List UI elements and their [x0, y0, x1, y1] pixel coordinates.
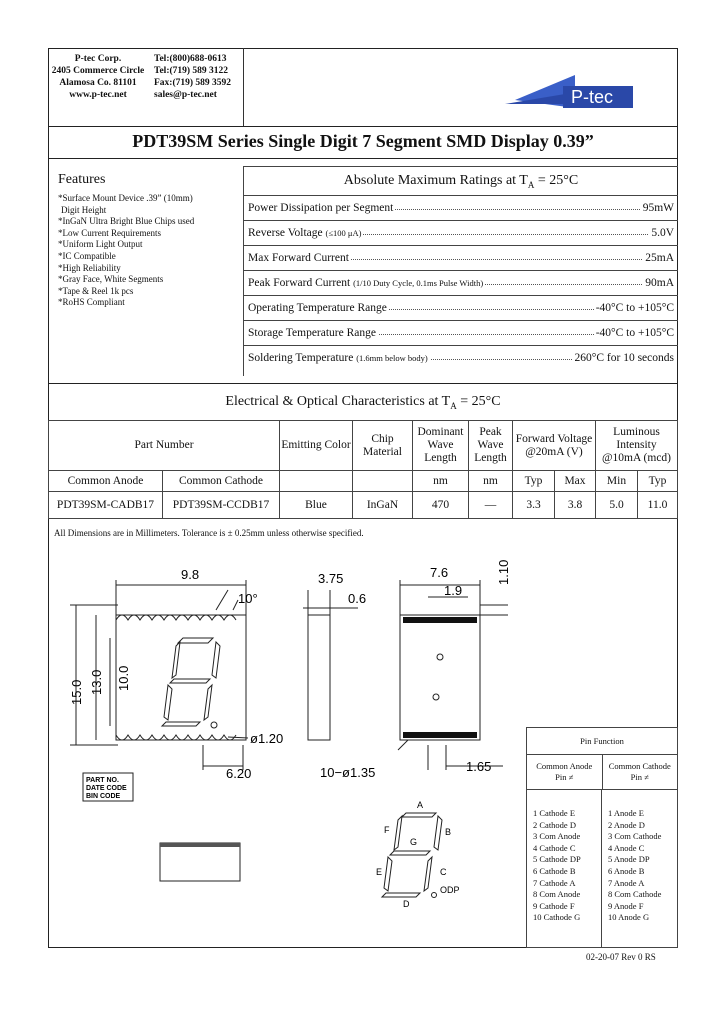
seg-label-b: B	[445, 827, 452, 837]
val-vmax: 3.8	[554, 491, 596, 519]
val-cc-part: PDT39SM-CCDB17	[162, 491, 280, 519]
h-common-anode: Common Anode	[48, 470, 163, 492]
val-peak: —	[468, 491, 513, 519]
features-list	[58, 193, 240, 309]
abs-row-soldering: Soldering Temperature (1.6mm below body) 260°C for 10 seconds	[248, 352, 674, 364]
company-email: sales@p-tec.net	[154, 90, 217, 100]
h-common-cathode: Common Cathode	[162, 470, 280, 492]
h-forward-voltage: Forward Voltage @20mA (V)	[512, 420, 596, 471]
val-dom: 470	[412, 491, 469, 519]
feature-item: *Surface Mount Device .39” (10mm)	[58, 193, 193, 203]
h-chip-material: Chip Material	[352, 420, 413, 471]
dim-1-10: 1.10	[496, 559, 511, 585]
company-name: P-tec Corp.	[74, 54, 122, 64]
seg-label-c: C	[440, 867, 447, 877]
u-dom: nm	[412, 470, 469, 492]
company-street: 2405 Commerce Circle	[51, 66, 145, 76]
dim-0-6: 0.6	[348, 591, 367, 606]
u-peak: nm	[468, 470, 513, 492]
u-max: Max	[554, 470, 596, 492]
company-info-left	[50, 53, 146, 101]
label-date-code: DATE CODE	[86, 785, 127, 792]
pin-header-row	[527, 755, 677, 790]
dim-10deg: 10°	[238, 591, 258, 606]
feature-item: *Uniform Light Output	[58, 239, 143, 250]
dim-15-0: 15.0	[69, 679, 84, 705]
company-tel1: Tel:(800)688-0613	[154, 54, 227, 64]
feature-item: *InGaN Ultra Bright Blue Chips used	[58, 216, 195, 227]
label-part-no: PART NO.	[86, 777, 119, 784]
abs-row-operating-temp: Operating Temperature Range -40°C to +105°C	[244, 296, 678, 321]
ptec-logo	[505, 70, 655, 116]
feature-item: *Gray Face, White Segments	[58, 274, 164, 285]
h-dominant-wave: Dominant Wave Length	[412, 420, 469, 471]
val-color: Blue	[279, 491, 353, 519]
dimensions-note: All Dimensions are in Millimeters. Tolerance is ± 0.25mm unless otherwise specified.	[54, 528, 364, 538]
feature-item: *Low Current Requirements	[58, 227, 161, 238]
seg-label-d: D	[403, 899, 410, 909]
company-tel2: Tel:(719) 589 3122	[154, 66, 229, 76]
label-bin-code: BIN CODE	[86, 793, 121, 800]
company-city: Alamosa Co. 81101	[59, 78, 137, 88]
abs-row-max-forward: Max Forward Current 25mA	[244, 246, 678, 271]
dim-7-6: 7.6	[430, 565, 449, 580]
h-part-number: Part Number	[48, 420, 280, 471]
page-title: PDT39SM Series Single Digit 7 Segment SMD Display 0.39”	[132, 131, 594, 151]
title-bottom-line	[48, 158, 678, 159]
logo-text: P-tec	[571, 87, 614, 107]
val-chip: InGaN	[352, 491, 413, 519]
footer-revision: 02-20-07 Rev 0 RS	[586, 952, 656, 962]
val-lmin: 5.0	[595, 491, 638, 519]
abs-row-peak-forward: Peak Forward Current (1/10 Duty Cycle, 0.1ms Pulse Width) 90mA	[244, 271, 678, 296]
features-heading: Features	[58, 172, 106, 187]
abs-row-power: Power Dissipation per Segment 95mW	[244, 196, 678, 221]
pin-h-pin1: Pin ≠	[555, 772, 574, 782]
pin-function-table	[526, 727, 678, 948]
elec-heading: Electrical & Optical Characteristics at $T_A = 25^\circ C$	[225, 394, 501, 411]
feature-item: *Tape & Reel 1k pcs	[58, 285, 134, 296]
feature-item: *IC Compatible	[58, 250, 116, 261]
feature-item: Digit Height	[61, 204, 107, 215]
dim-1-9: 1.9	[444, 583, 463, 598]
u-typ: Typ	[512, 470, 555, 492]
seg-label-e: E	[376, 867, 383, 877]
abs-max-heading: Absolute Maximum Ratings at $T_A = 25^\circ C$	[244, 166, 678, 196]
dim-6-20: 6.20	[226, 766, 252, 781]
pin-h-ca: Common Anode	[536, 761, 593, 771]
company-info-right	[146, 53, 250, 101]
h-luminous-intensity: Luminous Intensity @10mA (mcd)	[595, 420, 678, 471]
company-fax: Fax:(719) 589 3592	[154, 78, 232, 88]
pin-cc-list: 1 Anode E 2 Anode D 3 Com Cathode 4 Anode C 5 Anode DP 6 Anode B 7 Anode A 8 Com Cathode 9 Anode F 10 Anode G	[608, 808, 662, 923]
seg-label-g: G	[410, 837, 418, 847]
u-typ2: Typ	[637, 470, 678, 492]
abs-row-storage-temp: Storage Temperature Range -40°C to +105°C	[244, 321, 678, 346]
pin-h-cc: Common Cathode	[608, 761, 671, 771]
pin-heading: Pin Function	[527, 728, 677, 755]
seg-label-dp: ODP	[440, 885, 460, 895]
val-ltyp: 11.0	[637, 491, 678, 519]
abs-row-reverse-voltage: Reverse Voltage (≤100 μA) 5.0V	[244, 221, 678, 246]
dim-1-35: 10−ø1.35	[320, 765, 376, 780]
dim-1-65: 1.65	[466, 759, 492, 774]
dim-9-8: 9.8	[181, 567, 200, 582]
seg-label-f: F	[384, 825, 390, 835]
h-blank	[279, 470, 353, 492]
feature-item: *High Reliability	[58, 262, 121, 273]
header-bottom-line	[48, 126, 678, 127]
dim-13-0: 13.0	[89, 669, 104, 695]
pin-h-pin2: Pin ≠	[630, 772, 649, 782]
seg-label-a: A	[417, 800, 424, 810]
dim-10-0: 10.0	[116, 665, 131, 691]
h-blank	[352, 470, 413, 492]
pin-body	[527, 790, 677, 948]
header-divider	[243, 48, 244, 126]
feature-item: *RoHS Compliant	[58, 297, 125, 308]
h-emitting-color: Emitting Color	[279, 420, 353, 471]
u-min: Min	[595, 470, 638, 492]
h-peak-wave: Peak Wave Length	[468, 420, 513, 471]
val-ca-part: PDT39SM-CADB17	[48, 491, 163, 519]
pin-ca-list: 1 Cathode E 2 Cathode D 3 Com Anode 4 Cathode C 5 Cathode DP 6 Cathode B 7 Cathode A 8 Com Anode 9 Cathode F 10 Cathode G	[527, 790, 602, 948]
dim-3-75: 3.75	[318, 571, 344, 586]
val-vtyp: 3.3	[512, 491, 555, 519]
company-web: www.p-tec.net	[69, 90, 127, 100]
dim-1-20: ø1.20	[250, 731, 284, 746]
